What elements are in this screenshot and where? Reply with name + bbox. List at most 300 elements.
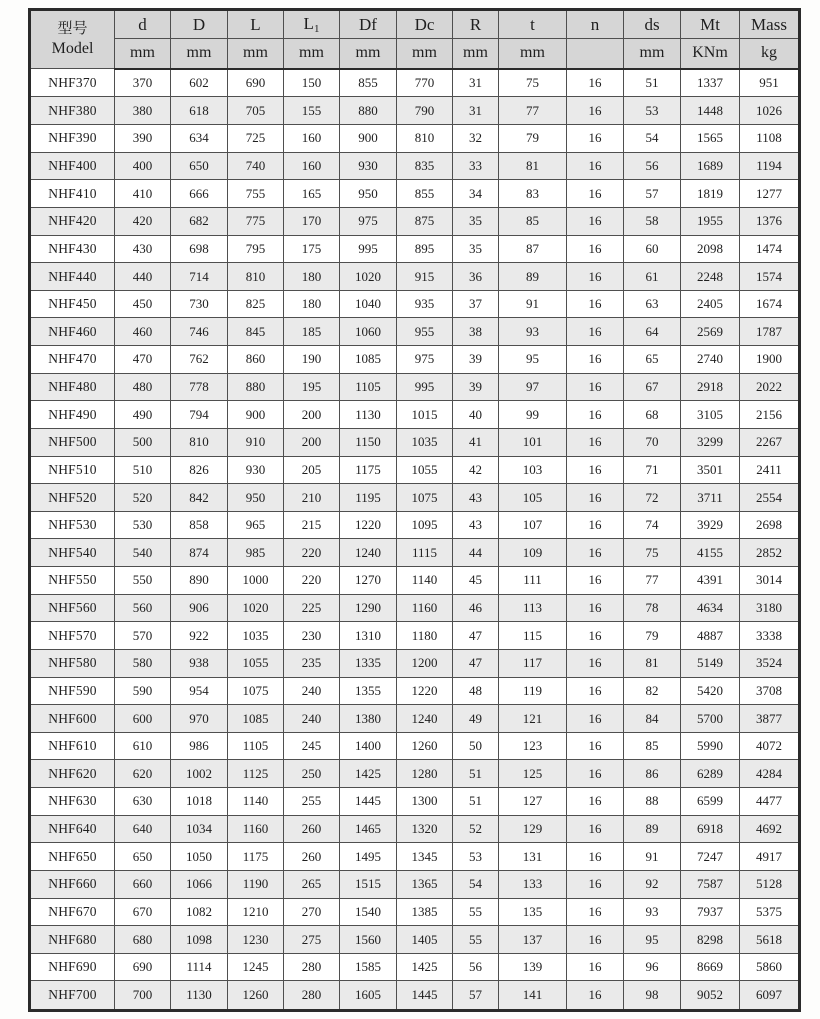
value-cell-n: 16 bbox=[567, 180, 624, 208]
value-cell-n: 16 bbox=[567, 843, 624, 871]
value-cell-Dc: 975 bbox=[397, 346, 453, 374]
value-cell-d: 370 bbox=[115, 69, 171, 97]
value-cell-D: 970 bbox=[171, 705, 228, 733]
value-cell-D: 1018 bbox=[171, 788, 228, 816]
value-cell-n: 16 bbox=[567, 649, 624, 677]
value-cell-Dc: 1200 bbox=[397, 649, 453, 677]
value-cell-Dc: 1280 bbox=[397, 760, 453, 788]
column-header-ds: ds bbox=[624, 10, 681, 39]
value-cell-n: 16 bbox=[567, 594, 624, 622]
value-cell-t: 87 bbox=[499, 235, 567, 263]
value-cell-ds: 58 bbox=[624, 207, 681, 235]
value-cell-n: 16 bbox=[567, 539, 624, 567]
value-cell-t: 119 bbox=[499, 677, 567, 705]
value-cell-t: 129 bbox=[499, 815, 567, 843]
value-cell-t: 103 bbox=[499, 456, 567, 484]
value-cell-t: 95 bbox=[499, 346, 567, 374]
value-cell-Dc: 1095 bbox=[397, 511, 453, 539]
value-cell-t: 141 bbox=[499, 981, 567, 1011]
unit-cell-Dc: mm bbox=[397, 39, 453, 69]
value-cell-D: 954 bbox=[171, 677, 228, 705]
value-cell-Mass: 1900 bbox=[740, 346, 800, 374]
model-cell: NHF380 bbox=[30, 97, 115, 125]
value-cell-t: 75 bbox=[499, 69, 567, 97]
value-cell-ds: 75 bbox=[624, 539, 681, 567]
model-cell: NHF590 bbox=[30, 677, 115, 705]
value-cell-n: 16 bbox=[567, 981, 624, 1011]
value-cell-Dc: 935 bbox=[397, 290, 453, 318]
value-cell-d: 670 bbox=[115, 898, 171, 926]
value-cell-Dc: 1260 bbox=[397, 732, 453, 760]
value-cell-D: 698 bbox=[171, 235, 228, 263]
value-cell-d: 430 bbox=[115, 235, 171, 263]
value-cell-Df: 1540 bbox=[340, 898, 397, 926]
value-cell-ds: 68 bbox=[624, 401, 681, 429]
value-cell-D: 922 bbox=[171, 622, 228, 650]
value-cell-R: 57 bbox=[453, 981, 499, 1011]
value-cell-Mass: 2411 bbox=[740, 456, 800, 484]
column-header-R: R bbox=[453, 10, 499, 39]
value-cell-d: 550 bbox=[115, 567, 171, 595]
value-cell-L1: 205 bbox=[284, 456, 340, 484]
value-cell-R: 43 bbox=[453, 484, 499, 512]
unit-cell-Df: mm bbox=[340, 39, 397, 69]
value-cell-L: 1140 bbox=[228, 788, 284, 816]
value-cell-t: 127 bbox=[499, 788, 567, 816]
value-cell-ds: 61 bbox=[624, 263, 681, 291]
value-cell-L: 930 bbox=[228, 456, 284, 484]
value-cell-ds: 98 bbox=[624, 981, 681, 1011]
value-cell-t: 105 bbox=[499, 484, 567, 512]
value-cell-t: 135 bbox=[499, 898, 567, 926]
value-cell-L1: 170 bbox=[284, 207, 340, 235]
value-cell-Mt: 4634 bbox=[681, 594, 740, 622]
value-cell-L: 825 bbox=[228, 290, 284, 318]
table-row-NHF550 bbox=[30, 567, 800, 595]
value-cell-R: 48 bbox=[453, 677, 499, 705]
value-cell-Df: 1560 bbox=[340, 926, 397, 954]
value-cell-L1: 160 bbox=[284, 152, 340, 180]
value-cell-L: 1190 bbox=[228, 870, 284, 898]
model-cell: NHF600 bbox=[30, 705, 115, 733]
value-cell-t: 93 bbox=[499, 318, 567, 346]
value-cell-ds: 81 bbox=[624, 649, 681, 677]
value-cell-Df: 1020 bbox=[340, 263, 397, 291]
value-cell-Mt: 4391 bbox=[681, 567, 740, 595]
spec-table bbox=[28, 8, 801, 1012]
value-cell-ds: 95 bbox=[624, 926, 681, 954]
column-header-n: n bbox=[567, 10, 624, 39]
model-cell: NHF490 bbox=[30, 401, 115, 429]
value-cell-t: 125 bbox=[499, 760, 567, 788]
value-cell-d: 660 bbox=[115, 870, 171, 898]
value-cell-R: 54 bbox=[453, 870, 499, 898]
value-cell-L: 705 bbox=[228, 97, 284, 125]
value-cell-L1: 195 bbox=[284, 373, 340, 401]
value-cell-L1: 230 bbox=[284, 622, 340, 650]
value-cell-R: 46 bbox=[453, 594, 499, 622]
value-cell-Dc: 1445 bbox=[397, 981, 453, 1011]
value-cell-Df: 900 bbox=[340, 125, 397, 153]
table-row-NHF400 bbox=[30, 152, 800, 180]
value-cell-d: 640 bbox=[115, 815, 171, 843]
table-row-NHF420 bbox=[30, 207, 800, 235]
value-cell-Df: 1605 bbox=[340, 981, 397, 1011]
value-cell-D: 602 bbox=[171, 69, 228, 97]
value-cell-d: 450 bbox=[115, 290, 171, 318]
value-cell-Df: 1355 bbox=[340, 677, 397, 705]
value-cell-n: 16 bbox=[567, 511, 624, 539]
unit-cell-Mass: kg bbox=[740, 39, 800, 69]
model-cell: NHF620 bbox=[30, 760, 115, 788]
value-cell-t: 79 bbox=[499, 125, 567, 153]
value-cell-Dc: 770 bbox=[397, 69, 453, 97]
value-cell-t: 137 bbox=[499, 926, 567, 954]
unit-cell-n bbox=[567, 39, 624, 69]
table-row-NHF570 bbox=[30, 622, 800, 650]
value-cell-ds: 51 bbox=[624, 69, 681, 97]
value-cell-Df: 1290 bbox=[340, 594, 397, 622]
value-cell-ds: 82 bbox=[624, 677, 681, 705]
model-cell: NHF530 bbox=[30, 511, 115, 539]
value-cell-Mt: 1448 bbox=[681, 97, 740, 125]
table-row-NHF410 bbox=[30, 180, 800, 208]
value-cell-L1: 245 bbox=[284, 732, 340, 760]
value-cell-Dc: 835 bbox=[397, 152, 453, 180]
value-cell-Mass: 1787 bbox=[740, 318, 800, 346]
value-cell-n: 16 bbox=[567, 373, 624, 401]
model-cell: NHF440 bbox=[30, 263, 115, 291]
model-cell: NHF640 bbox=[30, 815, 115, 843]
value-cell-Df: 1515 bbox=[340, 870, 397, 898]
value-cell-Dc: 790 bbox=[397, 97, 453, 125]
value-cell-Mass: 5375 bbox=[740, 898, 800, 926]
value-cell-D: 762 bbox=[171, 346, 228, 374]
value-cell-Mt: 3929 bbox=[681, 511, 740, 539]
value-cell-Mass: 3708 bbox=[740, 677, 800, 705]
table-row-NHF490 bbox=[30, 401, 800, 429]
value-cell-d: 630 bbox=[115, 788, 171, 816]
value-cell-n: 16 bbox=[567, 125, 624, 153]
value-cell-n: 16 bbox=[567, 428, 624, 456]
value-cell-Mt: 1337 bbox=[681, 69, 740, 97]
value-cell-L1: 200 bbox=[284, 428, 340, 456]
value-cell-Mt: 1819 bbox=[681, 180, 740, 208]
table-row-NHF700 bbox=[30, 981, 800, 1011]
value-cell-Df: 950 bbox=[340, 180, 397, 208]
model-cell: NHF390 bbox=[30, 125, 115, 153]
value-cell-Df: 1270 bbox=[340, 567, 397, 595]
value-cell-L1: 220 bbox=[284, 539, 340, 567]
value-cell-d: 570 bbox=[115, 622, 171, 650]
value-cell-Mt: 5420 bbox=[681, 677, 740, 705]
value-cell-L1: 150 bbox=[284, 69, 340, 97]
table-row-NHF440 bbox=[30, 263, 800, 291]
value-cell-t: 81 bbox=[499, 152, 567, 180]
model-cell: NHF510 bbox=[30, 456, 115, 484]
value-cell-ds: 77 bbox=[624, 567, 681, 595]
value-cell-Mass: 4072 bbox=[740, 732, 800, 760]
value-cell-ds: 93 bbox=[624, 898, 681, 926]
value-cell-n: 16 bbox=[567, 926, 624, 954]
table-row-NHF390 bbox=[30, 125, 800, 153]
value-cell-t: 133 bbox=[499, 870, 567, 898]
table-row-NHF600 bbox=[30, 705, 800, 733]
table-row-NHF660 bbox=[30, 870, 800, 898]
value-cell-Df: 1040 bbox=[340, 290, 397, 318]
value-cell-d: 460 bbox=[115, 318, 171, 346]
value-cell-Dc: 1320 bbox=[397, 815, 453, 843]
table-row-NHF670 bbox=[30, 898, 800, 926]
value-cell-Mt: 6599 bbox=[681, 788, 740, 816]
value-cell-D: 794 bbox=[171, 401, 228, 429]
value-cell-L1: 215 bbox=[284, 511, 340, 539]
value-cell-n: 16 bbox=[567, 622, 624, 650]
value-cell-R: 47 bbox=[453, 622, 499, 650]
unit-cell-ds: mm bbox=[624, 39, 681, 69]
value-cell-Df: 995 bbox=[340, 235, 397, 263]
value-cell-Mt: 3105 bbox=[681, 401, 740, 429]
value-cell-Mass: 1674 bbox=[740, 290, 800, 318]
value-cell-ds: 79 bbox=[624, 622, 681, 650]
value-cell-Df: 1150 bbox=[340, 428, 397, 456]
model-cell: NHF470 bbox=[30, 346, 115, 374]
value-cell-Dc: 1115 bbox=[397, 539, 453, 567]
value-cell-Mass: 1277 bbox=[740, 180, 800, 208]
value-cell-t: 77 bbox=[499, 97, 567, 125]
value-cell-Dc: 895 bbox=[397, 235, 453, 263]
model-cell: NHF450 bbox=[30, 290, 115, 318]
table-row-NHF630 bbox=[30, 788, 800, 816]
model-cell: NHF700 bbox=[30, 981, 115, 1011]
value-cell-D: 1082 bbox=[171, 898, 228, 926]
value-cell-R: 42 bbox=[453, 456, 499, 484]
value-cell-n: 16 bbox=[567, 235, 624, 263]
value-cell-n: 16 bbox=[567, 898, 624, 926]
table-row-NHF370 bbox=[30, 69, 800, 97]
value-cell-Df: 1425 bbox=[340, 760, 397, 788]
value-cell-Mt: 8298 bbox=[681, 926, 740, 954]
value-cell-d: 490 bbox=[115, 401, 171, 429]
value-cell-Dc: 1140 bbox=[397, 567, 453, 595]
value-cell-L1: 255 bbox=[284, 788, 340, 816]
model-header-en: Model bbox=[51, 39, 94, 57]
value-cell-ds: 65 bbox=[624, 346, 681, 374]
value-cell-Dc: 810 bbox=[397, 125, 453, 153]
value-cell-D: 1034 bbox=[171, 815, 228, 843]
value-cell-ds: 60 bbox=[624, 235, 681, 263]
value-cell-n: 16 bbox=[567, 401, 624, 429]
value-cell-Mt: 3299 bbox=[681, 428, 740, 456]
value-cell-n: 16 bbox=[567, 567, 624, 595]
value-cell-t: 99 bbox=[499, 401, 567, 429]
value-cell-Mass: 1574 bbox=[740, 263, 800, 291]
value-cell-d: 500 bbox=[115, 428, 171, 456]
value-cell-R: 56 bbox=[453, 953, 499, 981]
value-cell-Mass: 951 bbox=[740, 69, 800, 97]
value-cell-Df: 930 bbox=[340, 152, 397, 180]
value-cell-D: 1002 bbox=[171, 760, 228, 788]
table-row-NHF620 bbox=[30, 760, 800, 788]
value-cell-ds: 78 bbox=[624, 594, 681, 622]
value-cell-L: 810 bbox=[228, 263, 284, 291]
value-cell-Df: 1105 bbox=[340, 373, 397, 401]
column-header-D: D bbox=[171, 10, 228, 39]
value-cell-ds: 56 bbox=[624, 152, 681, 180]
value-cell-D: 986 bbox=[171, 732, 228, 760]
value-cell-Df: 1335 bbox=[340, 649, 397, 677]
model-cell: NHF430 bbox=[30, 235, 115, 263]
unit-cell-t: mm bbox=[499, 39, 567, 69]
value-cell-d: 580 bbox=[115, 649, 171, 677]
value-cell-ds: 67 bbox=[624, 373, 681, 401]
value-cell-Mass: 5618 bbox=[740, 926, 800, 954]
value-cell-L1: 265 bbox=[284, 870, 340, 898]
value-cell-Mt: 7247 bbox=[681, 843, 740, 871]
value-cell-D: 1098 bbox=[171, 926, 228, 954]
value-cell-L: 950 bbox=[228, 484, 284, 512]
value-cell-Mt: 2098 bbox=[681, 235, 740, 263]
value-cell-L1: 240 bbox=[284, 677, 340, 705]
value-cell-Mass: 2698 bbox=[740, 511, 800, 539]
value-cell-Mass: 2267 bbox=[740, 428, 800, 456]
value-cell-t: 123 bbox=[499, 732, 567, 760]
value-cell-Mass: 3014 bbox=[740, 567, 800, 595]
model-cell: NHF660 bbox=[30, 870, 115, 898]
value-cell-L: 985 bbox=[228, 539, 284, 567]
unit-cell-L1: mm bbox=[284, 39, 340, 69]
value-cell-d: 530 bbox=[115, 511, 171, 539]
model-cell: NHF680 bbox=[30, 926, 115, 954]
value-cell-n: 16 bbox=[567, 152, 624, 180]
column-header-Df: Df bbox=[340, 10, 397, 39]
value-cell-Mt: 2248 bbox=[681, 263, 740, 291]
value-cell-R: 55 bbox=[453, 898, 499, 926]
value-cell-Mass: 4477 bbox=[740, 788, 800, 816]
value-cell-L: 1160 bbox=[228, 815, 284, 843]
value-cell-R: 51 bbox=[453, 760, 499, 788]
value-cell-L1: 280 bbox=[284, 981, 340, 1011]
value-cell-Df: 1465 bbox=[340, 815, 397, 843]
value-cell-n: 16 bbox=[567, 318, 624, 346]
value-cell-Mass: 4917 bbox=[740, 843, 800, 871]
value-cell-R: 38 bbox=[453, 318, 499, 346]
unit-cell-L: mm bbox=[228, 39, 284, 69]
value-cell-Mass: 2022 bbox=[740, 373, 800, 401]
value-cell-R: 39 bbox=[453, 346, 499, 374]
table-row-NHF640 bbox=[30, 815, 800, 843]
value-cell-t: 101 bbox=[499, 428, 567, 456]
value-cell-Mt: 2740 bbox=[681, 346, 740, 374]
value-cell-Mt: 3501 bbox=[681, 456, 740, 484]
value-cell-t: 97 bbox=[499, 373, 567, 401]
value-cell-L1: 210 bbox=[284, 484, 340, 512]
value-cell-R: 35 bbox=[453, 235, 499, 263]
value-cell-L1: 235 bbox=[284, 649, 340, 677]
value-cell-L1: 270 bbox=[284, 898, 340, 926]
value-cell-n: 16 bbox=[567, 484, 624, 512]
value-cell-t: 139 bbox=[499, 953, 567, 981]
value-cell-t: 131 bbox=[499, 843, 567, 871]
value-cell-L: 725 bbox=[228, 125, 284, 153]
value-cell-ds: 74 bbox=[624, 511, 681, 539]
table-row-NHF470 bbox=[30, 346, 800, 374]
value-cell-ds: 96 bbox=[624, 953, 681, 981]
value-cell-L1: 250 bbox=[284, 760, 340, 788]
value-cell-L1: 240 bbox=[284, 705, 340, 733]
value-cell-R: 45 bbox=[453, 567, 499, 595]
value-cell-L: 755 bbox=[228, 180, 284, 208]
value-cell-L1: 185 bbox=[284, 318, 340, 346]
value-cell-Dc: 1385 bbox=[397, 898, 453, 926]
value-cell-d: 610 bbox=[115, 732, 171, 760]
value-cell-L: 1105 bbox=[228, 732, 284, 760]
value-cell-Mt: 4155 bbox=[681, 539, 740, 567]
value-cell-L1: 225 bbox=[284, 594, 340, 622]
value-cell-Dc: 1425 bbox=[397, 953, 453, 981]
value-cell-D: 618 bbox=[171, 97, 228, 125]
value-cell-L: 910 bbox=[228, 428, 284, 456]
model-cell: NHF540 bbox=[30, 539, 115, 567]
value-cell-d: 470 bbox=[115, 346, 171, 374]
value-cell-Mass: 4692 bbox=[740, 815, 800, 843]
value-cell-Dc: 1405 bbox=[397, 926, 453, 954]
value-cell-Df: 1495 bbox=[340, 843, 397, 871]
value-cell-D: 778 bbox=[171, 373, 228, 401]
value-cell-L: 1055 bbox=[228, 649, 284, 677]
model-header-zh: 型号 bbox=[57, 21, 88, 38]
value-cell-t: 115 bbox=[499, 622, 567, 650]
column-header-model bbox=[30, 10, 115, 69]
model-cell: NHF420 bbox=[30, 207, 115, 235]
value-cell-Dc: 1075 bbox=[397, 484, 453, 512]
column-header-L1: $L_1$ bbox=[284, 10, 340, 39]
value-cell-Df: 1085 bbox=[340, 346, 397, 374]
value-cell-Df: 1195 bbox=[340, 484, 397, 512]
value-cell-Mass: 4284 bbox=[740, 760, 800, 788]
table-row-NHF610 bbox=[30, 732, 800, 760]
value-cell-Dc: 875 bbox=[397, 207, 453, 235]
value-cell-Mt: 7587 bbox=[681, 870, 740, 898]
table-row-NHF520 bbox=[30, 484, 800, 512]
value-cell-Df: 1585 bbox=[340, 953, 397, 981]
value-cell-t: 85 bbox=[499, 207, 567, 235]
model-cell: NHF410 bbox=[30, 180, 115, 208]
value-cell-Mt: 6918 bbox=[681, 815, 740, 843]
value-cell-D: 634 bbox=[171, 125, 228, 153]
table-row-NHF680 bbox=[30, 926, 800, 954]
value-cell-R: 47 bbox=[453, 649, 499, 677]
value-cell-L1: 220 bbox=[284, 567, 340, 595]
value-cell-Df: 855 bbox=[340, 69, 397, 97]
value-cell-t: 109 bbox=[499, 539, 567, 567]
value-cell-D: 890 bbox=[171, 567, 228, 595]
value-cell-Mt: 1955 bbox=[681, 207, 740, 235]
value-cell-Df: 1310 bbox=[340, 622, 397, 650]
value-cell-L1: 260 bbox=[284, 815, 340, 843]
value-cell-R: 43 bbox=[453, 511, 499, 539]
value-cell-Dc: 1160 bbox=[397, 594, 453, 622]
value-cell-R: 32 bbox=[453, 125, 499, 153]
value-cell-d: 380 bbox=[115, 97, 171, 125]
value-cell-D: 682 bbox=[171, 207, 228, 235]
value-cell-t: 111 bbox=[499, 567, 567, 595]
model-cell: NHF610 bbox=[30, 732, 115, 760]
value-cell-t: 83 bbox=[499, 180, 567, 208]
value-cell-Df: 1380 bbox=[340, 705, 397, 733]
value-cell-Dc: 1015 bbox=[397, 401, 453, 429]
value-cell-L1: 275 bbox=[284, 926, 340, 954]
